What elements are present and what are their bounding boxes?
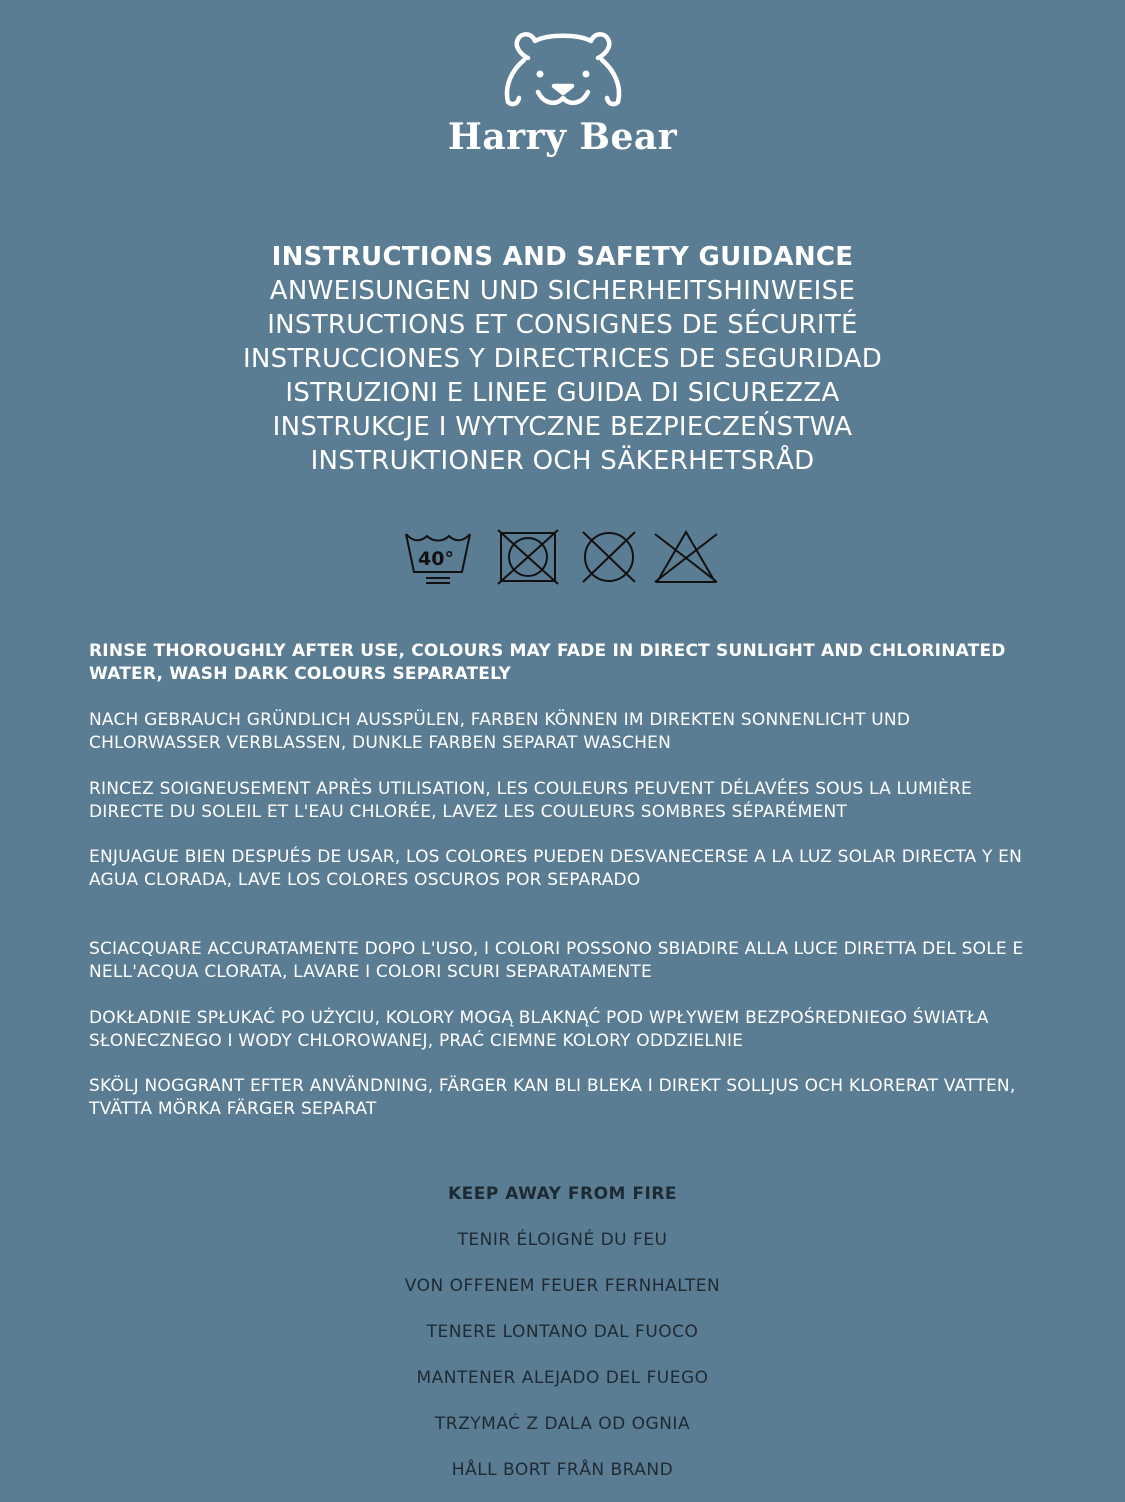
fire-warnings <box>0 1180 1125 1502</box>
care-paragraph-fr: RINCEZ SOIGNEUSEMENT APRÈS UTILISATION, LES COULEURS PEUVENT DÉLAVÉES SOUS LA LUMIÈRE DIRECTE DU SOLEIL ET L'EAU CHLORÉE, LAVEZ LES COULEURS SOMBRES SÉPARÉMENT <box>89 779 972 822</box>
title-es: INSTRUCCIONES Y DIRECTRICES DE SEGURIDAD <box>242 344 883 374</box>
page-title: INSTRUCTIONS AND SAFETY GUIDANCE <box>271 242 854 272</box>
fire-warning-pl: TRZYMAĆ Z DALA OD OGNIA <box>434 1414 691 1434</box>
fire-warning-fr: TENIR ÉLOIGNÉ DU FEU <box>457 1230 668 1250</box>
wash-temperature-label: 40° <box>418 548 454 570</box>
title-fr: INSTRUCTIONS ET CONSIGNES DE SÉCURITÉ <box>267 310 858 340</box>
fire-warning-en: KEEP AWAY FROM FIRE <box>447 1184 678 1204</box>
fire-warning-es: MANTENER ALEJADO DEL FUEGO <box>416 1368 709 1388</box>
do-not-bleach-icon <box>653 528 719 588</box>
do-not-tumble-dry-icon <box>496 528 560 588</box>
do-not-dry-clean-icon <box>577 528 641 588</box>
title-pl: INSTRUKCJE I WYTYCZNE BEZPIECZEŃSTWA <box>272 412 853 442</box>
care-paragraph-pl: DOKŁADNIE SPŁUKAĆ PO UŻYCIU, KOLORY MOGĄ BLAKNĄĆ POD WPŁYWEM BEZPOŚREDNIEGO ŚWIATŁA SŁONECZNEGO I WODY CHLOROWANEJ, PRAĆ CIEMNE KOLORY ODDZIELNIE <box>89 1008 989 1051</box>
care-paragraph-it: SCIACQUARE ACCURATAMENTE DOPO L'USO, I COLORI POSSONO SBIADIRE ALLA LUCE DIRETTA DEL SOLE E NELL'ACQUA CLORATA, LAVARE I COLORI SCURI SEPARATAMENTE <box>89 939 1024 982</box>
title-block <box>0 240 1125 478</box>
care-symbols <box>403 528 723 588</box>
title-de: ANWEISUNGEN UND SICHERHEITSHINWEISE <box>269 276 856 306</box>
title-sv: INSTRUKTIONER OCH SÄKERHETSRÅD <box>310 446 815 476</box>
care-paragraph-sv: SKÖLJ NOGGRANT EFTER ANVÄNDNING, FÄRGER KAN BLI BLEKA I DIREKT SOLLJUS OCH KLORERAT VATTEN, TVÄTTA MÖRKA FÄRGER SEPARAT <box>89 1076 1016 1119</box>
care-paragraph-en: RINSE THOROUGHLY AFTER USE, COLOURS MAY FADE IN DIRECT SUNLIGHT AND CHLORINATED WATER, WASH DARK COLOURS SEPARATELY <box>89 641 1006 684</box>
title-it: ISTRUZIONI E LINEE GUIDA DI SICUREZZA <box>285 378 840 408</box>
care-paragraph-es: ENJUAGUE BIEN DESPUÉS DE USAR, LOS COLORES PUEDEN DESVANECERSE A LA LUZ SOLAR DIRECTA Y EN AGUA CLORADA, LAVE LOS COLORES OSCUROS POR SEPARADO <box>89 847 1023 890</box>
fire-warning-sv: HÅLL BORT FRÅN BRAND <box>451 1460 674 1480</box>
wash-40-icon <box>403 528 473 588</box>
bear-face-icon <box>498 30 628 110</box>
fire-warning-de: VON OFFENEM FEUER FERNHALTEN <box>404 1276 721 1296</box>
brand-name: Harry Bear <box>447 116 678 158</box>
care-paragraph-de: NACH GEBRAUCH GRÜNDLICH AUSSPÜLEN, FARBEN KÖNNEN IM DIREKTEN SONNENLICHT UND CHLORWASSER VERBLASSEN, DUNKLE FARBEN SEPARAT WASCHEN <box>89 710 911 753</box>
brand-logo <box>0 30 1125 158</box>
fire-warning-it: TENERE LONTANO DAL FUOCO <box>426 1322 699 1342</box>
